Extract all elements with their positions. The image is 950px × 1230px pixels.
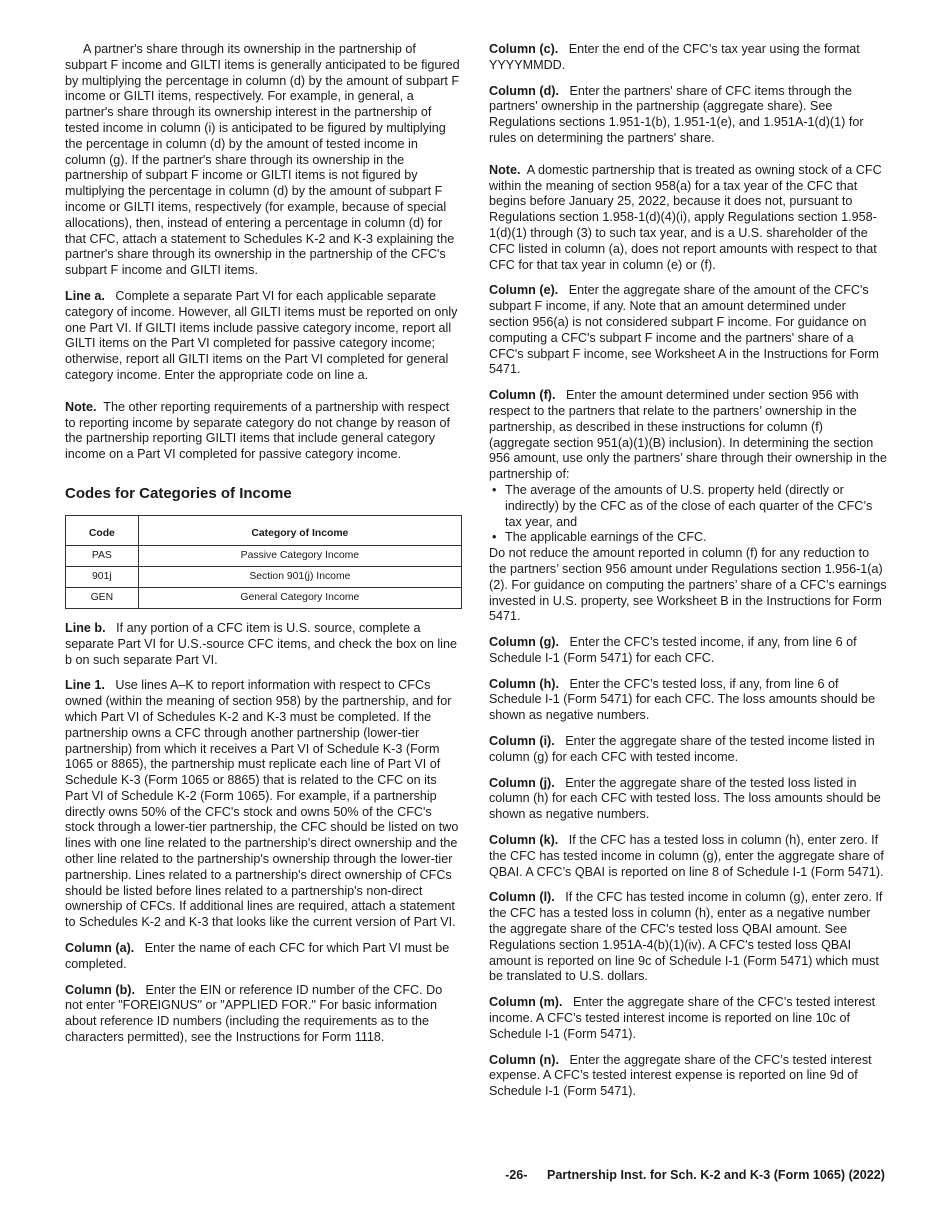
codes-table-header-row [66, 515, 462, 545]
column-d-lead: Column (d). [489, 83, 559, 98]
column-g-lead: Column (g). [489, 635, 559, 650]
column-g-text: Enter the CFC’s tested income, if any, from line 6 of Schedule I-1 (Form 5471) for each CFC. [489, 635, 857, 665]
list-item: • The applicable earnings of the CFC. [489, 530, 887, 546]
left-column [65, 42, 461, 1056]
table-row [66, 566, 462, 587]
column-n-lead: Column (n). [489, 1052, 559, 1067]
column-n-text: Enter the aggregate share of the CFC’s tested interest expense. A CFC’s tested interest expense is reported on line 9d of Schedule I-1 (Form 5471). [489, 1052, 872, 1099]
column-i-text: Enter the aggregate share of the tested income listed in column (g) for each CFC with tested income. [489, 734, 875, 764]
column-a-paragraph [65, 941, 461, 973]
line-b-lead: Line b. [65, 620, 106, 635]
list-item: • The average of the amounts of U.S. property held (directly or indirectly) by the CFC as of the close of each quarter of the CFC’s tax year, and [489, 483, 887, 530]
line-b-text: If any portion of a CFC item is U.S. source, complete a separate Part VI for U.S.-source CFC items, and check the box on line b on such separate Part VI. [65, 620, 457, 667]
codes-table [65, 515, 462, 609]
note-text-left: The other reporting requirements of a partnership with respect to reporting income by separate category do not change by reason of the partnership reporting GILTI items that include general category income on a Part VI completed for passive category income. [65, 399, 451, 462]
codes-heading: Codes for Categories of Income [65, 484, 292, 502]
column-i-lead: Column (i). [489, 734, 555, 749]
column-k-lead: Column (k). [489, 833, 559, 848]
column-h-lead: Column (h). [489, 676, 559, 691]
column-l-lead: Column (l). [489, 890, 555, 905]
category-cell: Section 901(j) Income [138, 566, 461, 587]
note-lead-right: Note. [489, 162, 521, 177]
column-j-lead: Column (j). [489, 775, 555, 790]
column-i-paragraph [489, 734, 887, 766]
column-c-paragraph [489, 42, 887, 74]
intro-paragraph: A partner's share through its ownership in the partnership of subpart F income and GILTI items is generally anticipated to be figured by multiplying the percentage in column (d) by the amount of subpart F income or GILTI items, respectively. For example, in general, a partner's share through its ownership interest in the partnership of tested income in column (i) is anticipated to be figured by multiplying the percentage in column (d) by the amount of tested income in column (g). If the partner's share through its ownership in the partnership of subpart F income or GILTI items is not figured by multiplying the percentage in column (d) by the amount of subpart F income or GILTI items, respectively (for example, because of special allocations), then, instead of entering a percentage in column (d) for that CFC, attach a statement to Schedules K-2 and K-3 explaining the partner's share through its ownership in the partnership of the CFC's subpart F income and GILTI items. [65, 42, 460, 278]
column-f-bullet-list [489, 483, 887, 546]
column-a-text: Enter the name of each CFC for which Part VI must be completed. [65, 941, 450, 971]
category-cell: Passive Category Income [138, 545, 461, 566]
column-b-text: Enter the EIN or reference ID number of the CFC. Do not enter "FOREIGNUS" or "APPLIED FOR." For basic information about reference ID numbers (including the requirements as to the characters permitted), see the Instructions for Form 1118. [65, 982, 443, 1045]
line-b-paragraph [65, 621, 461, 668]
table-row [66, 545, 462, 566]
line-1-paragraph [65, 678, 461, 931]
column-n-paragraph [489, 1053, 887, 1100]
line-a-paragraph [65, 289, 461, 384]
column-d-text: Enter the partners' share of CFC items through the partners' ownership in the partnership (aggregate share). See Regulations sections 1.951-1(b), 1.951-1(e), and 1.951A-1(d)(1) for rules on determining the partners' share. [489, 83, 864, 145]
column-f-lead: Column (f). [489, 388, 556, 403]
note-lead-left: Note. [65, 399, 97, 414]
column-f-paragraph [489, 388, 887, 483]
column-l-text: If the CFC has tested income in column (g), enter zero. If the CFC has a tested loss in column (h), enter as a negative number the aggregate share of the CFC's tested loss QBAI amount. See Regulations section 1.951A-4(b)(1)(iv). A CFC's tested loss QBAI amount is reported on line 9c of Schedule I-1 (Form 5471) which must be translated to U.S. dollars. [489, 890, 883, 984]
line-a-text: Complete a separate Part VI for each applicable separate category of income. However, all GILTI items must be reported on only one Part VI. If GILTI items include passive category income, report all GILTI items on the Part VI completed for passive category income; otherwise, report all GILTI items on the Part VI completed for general category income. Enter the appropriate code on line a. [65, 288, 458, 382]
page-footer [505, 1168, 885, 1182]
note-paragraph-left [65, 400, 461, 463]
code-cell: 901j [66, 566, 139, 587]
page-number: -26- [505, 1168, 528, 1182]
column-c-text: Enter the end of the CFC’s tax year using the format YYYYMMDD. [489, 42, 860, 72]
column-k-paragraph [489, 833, 887, 880]
column-f-after-text: Do not reduce the amount reported in column (f) for any reduction to the partners’ section 956 amount under Regulations section 1.956-1(a)(2). For guidance on computing the partners’ share of a CFC’s earnings invested in U.S. property, see Worksheet B in the Instructions for Form 5471. [489, 546, 887, 624]
category-cell: General Category Income [138, 587, 461, 608]
right-column [489, 42, 887, 1110]
column-a-lead: Column (a). [65, 941, 135, 956]
table-row [66, 587, 462, 608]
column-h-text: Enter the CFC’s tested loss, if any, from line 6 of Schedule I-1 (Form 5471) for each CFC. The loss amounts should be shown as negative numbers. [489, 676, 876, 723]
column-l-paragraph [489, 890, 887, 985]
column-j-paragraph [489, 776, 887, 823]
note-text-right: A domestic partnership that is treated as owning stock of a CFC within the meaning of section 958(a) for a tax year of the CFC that begins before January 25, 2022, because it does not, pursuant to Regulations section 1.958-1(d)(4)(i), apply Regulations section 1.958-1(d)(1) through (3) to such tax year, and is a U.S. shareholder of the CFC listed in column (a), does not report amounts with respect to that CFC for that tax year in column (e) or (f). [489, 162, 882, 272]
line-1-lead: Line 1. [65, 678, 105, 693]
column-h-paragraph [489, 677, 887, 724]
code-cell: PAS [66, 545, 139, 566]
code-cell: GEN [66, 587, 139, 608]
column-c-lead: Column (c). [489, 42, 559, 56]
note-paragraph-right [489, 163, 887, 274]
column-j-text: Enter the aggregate share of the tested loss listed in column (h) for each CFC with tested loss. The loss amounts should be shown as negative numbers. [489, 775, 881, 822]
column-b-paragraph [65, 983, 461, 1046]
column-m-paragraph [489, 995, 887, 1042]
column-f-text: Enter the amount determined under section 956 with respect to the partners that relate to the partners’ ownership in the partnership, as described in these instructions for column (f) (aggregate section 951(a)(1)(B) inclusion). In determining the section 956 amount, use only the partners’ share through their ownership in the partnership of: [489, 388, 887, 482]
column-m-lead: Column (m). [489, 995, 563, 1010]
column-e-paragraph [489, 283, 887, 378]
footer-title: Partnership Inst. for Sch. K-2 and K-3 (Form 1065) (2022) [546, 1168, 885, 1182]
column-f-section [489, 388, 887, 625]
column-e-lead: Column (e). [489, 283, 559, 298]
codes-header-category: Category of Income [138, 515, 461, 545]
line-a-lead: Line a. [65, 288, 105, 303]
column-d-paragraph [489, 84, 887, 147]
column-e-text: Enter the aggregate share of the amount of the CFC's subpart F income, if any. Note that an amount determined under section 956(a) is not considered subpart F income. For guidance on computing a CFC's subpart F income and the partners' share of a CFC's subpart F income, see Worksheet A in the Instructions for Form 5471. [489, 283, 879, 377]
codes-header-code: Code [66, 515, 139, 545]
column-k-text: If the CFC has a tested loss in column (h), enter zero. If the CFC has tested income in column (g), enter the aggregate share of QBAI. A CFC’s QBAI is reported on line 8 of Schedule I-1 (Form 5471). [489, 833, 884, 879]
column-g-paragraph [489, 635, 887, 667]
column-m-text: Enter the aggregate share of the CFC’s tested interest income. A CFC’s tested interest income is reported on line 10c of Schedule I-1 (Form 5471). [489, 995, 876, 1041]
line-1-text: Use lines A–K to report information with respect to CFCs owned (within the meaning of section 958) by the partnership, and for which Part VI of Schedules K-2 and K-3 must be completed. If the partnership owns a CFC through another partnership (lower-tier partnership) from which it receives a Part VI of Schedule K-3 (Form 1065 or 8865), the partnership must replicate each line of Part VI of Schedule K-3 (Form 1065 or 8865) that is related to the CFC on its Part VI of Schedule K-2 (Form 1065). For example, if a partnership directly owns 50% of the CFC's stock and owns 50% of the CFC's stock through a lower-tier partnership, the CFC should be listed on two lines with one line related to the partnership's direct ownership and the other line related to the partnership's ownership through the lower-tier partnership. Lines related to a partnership's direct ownership of CFCs should be listed before lines related to a partnership's non-direct ownership of CFCs. If additional lines are required, attach a statement to Schedules K-2 and K-3 that looks like the current version of Part VI. [65, 678, 459, 930]
column-b-lead: Column (b). [65, 982, 135, 997]
